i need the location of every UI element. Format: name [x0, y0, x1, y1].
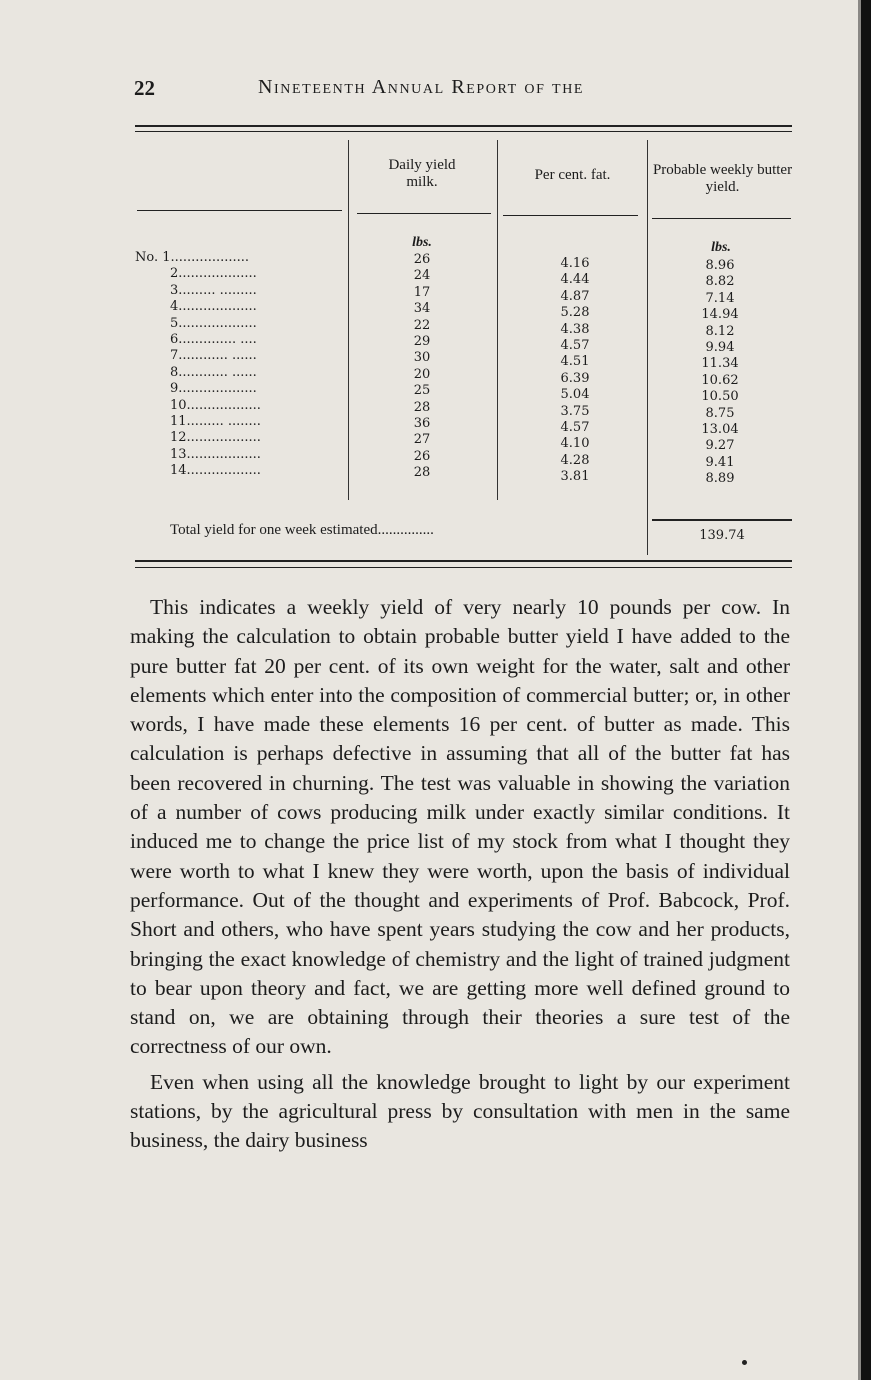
row-label: 4................... — [170, 299, 257, 315]
row-label: 14.................. — [170, 463, 261, 479]
cell-daily-yield: 29 — [413, 334, 431, 349]
running-head: Nineteenth Annual Report of the — [258, 76, 585, 98]
col1-head-rule — [357, 213, 491, 214]
paragraph: Even when using all the knowledge brought to light by our experiment stations, by the agricultural press by consultation with men in the same business, the dairy business — [130, 1069, 790, 1153]
cell-daily-yield: 34 — [413, 301, 431, 317]
row-label: 6.............. .... — [170, 332, 257, 347]
cell-fat: 5.04 — [560, 387, 590, 403]
cell-fat: 5.28 — [560, 305, 590, 321]
cell-fat: 6.39 — [560, 370, 590, 386]
cell-weekly-butter: 8.12 — [705, 323, 735, 339]
page-number: 22 — [134, 76, 155, 100]
total-rule — [652, 519, 792, 521]
col-header-weekly-butter: Probable weekly butter yield. — [652, 162, 793, 195]
cell-daily-yield: 25 — [413, 383, 431, 399]
cell-daily-yield: 22 — [413, 317, 431, 333]
col2-head-rule — [503, 215, 638, 216]
total-label: Total yield for one week estimated............... — [170, 522, 434, 538]
ink-speck — [742, 1360, 747, 1365]
unit-weekly-butter: lbs. — [711, 240, 731, 255]
cell-fat: 4.10 — [560, 436, 590, 452]
unit-daily-yield: lbs. — [412, 235, 432, 250]
cell-weekly-butter: 11.34 — [701, 356, 739, 372]
cell-weekly-butter: 8.96 — [705, 258, 735, 273]
cell-fat: 4.51 — [560, 354, 590, 370]
cell-weekly-butter: 8.89 — [705, 471, 735, 487]
cell-weekly-butter: 13.04 — [701, 422, 739, 437]
yield-table — [0, 0, 871, 600]
cell-weekly-butter: 10.50 — [701, 389, 739, 405]
cell-weekly-butter: 10.62 — [701, 372, 739, 388]
cell-weekly-butter: 9.27 — [705, 438, 735, 454]
row-label: 3......... ......... — [170, 282, 257, 298]
cell-daily-yield: 20 — [413, 366, 431, 382]
col-header-daily-yield: Daily yield milk. — [388, 157, 456, 190]
cell-fat: 4.38 — [560, 321, 590, 337]
cell-fat: 4.87 — [560, 288, 590, 304]
cell-daily-yield: 26 — [413, 252, 431, 267]
cell-daily-yield: 30 — [413, 350, 431, 366]
cell-fat: 4.28 — [560, 452, 590, 468]
row-label: 9................... — [170, 381, 257, 397]
col-divider-1 — [348, 140, 349, 500]
row-label: 12.................. — [170, 430, 261, 446]
cell-daily-yield: 28 — [413, 399, 431, 415]
total-value: 139.74 — [699, 528, 745, 543]
row-label: 7............ ...... — [170, 348, 257, 364]
cell-fat: 4.44 — [560, 272, 590, 288]
cell-fat: 4.57 — [560, 338, 590, 353]
body-text — [130, 593, 790, 1156]
cell-weekly-butter: 7.14 — [705, 290, 735, 306]
cell-weekly-butter: 8.82 — [705, 274, 735, 290]
cell-fat: 4.57 — [560, 420, 590, 435]
cell-daily-yield: 27 — [413, 432, 431, 448]
row-label: 2................... — [170, 266, 257, 282]
col-header-fat: Per cent. fat. — [534, 167, 611, 183]
col-divider-2 — [497, 140, 498, 500]
cell-weekly-butter: 9.94 — [705, 340, 735, 355]
cell-daily-yield: 17 — [413, 284, 431, 300]
cell-weekly-butter: 14.94 — [701, 307, 739, 323]
row-label: 8............ ...... — [170, 364, 257, 380]
row-label: 5................... — [170, 315, 257, 331]
cell-daily-yield: 26 — [413, 448, 431, 464]
stub-head-rule — [137, 210, 342, 211]
table-top-rule — [135, 125, 792, 127]
cell-fat: 3.75 — [560, 403, 590, 419]
col3-head-rule — [652, 218, 791, 219]
col-divider-3 — [647, 140, 648, 555]
cell-daily-yield: 28 — [413, 465, 431, 481]
table-bottom-rule — [135, 560, 792, 562]
cell-fat: 3.81 — [560, 469, 590, 485]
cell-daily-yield: 36 — [413, 416, 431, 431]
cell-weekly-butter: 8.75 — [705, 405, 735, 421]
table-bottom-rule-2 — [135, 567, 792, 568]
paragraph: This indicates a weekly yield of very nearly 10 pounds per cow. In making the calculation to obtain probable butter yield I have added to the pure butter fat 20 per cent. of its own weight for the water, salt and other elements which enter into the composition of commercial butter; or, in other words, I have made these elements 16 per cent. of butter as made. This calculation is perhaps defective in assuming that all of the butter fat has been recovered in churning. The test was valuable in showing the variation of a number of cows producing milk under exactly similar conditions. It induced me to change the price list of my stock from what I thought they were worth to what I knew they were worth, upon the basis of individual performance. Out of the thought and experiments of Prof. Babcock, Prof. Short and others, who have spent years studying the cow and her products, bringing the exact knowledge of chemistry and the light of trained judgment to bear upon theory and fact, we are getting more well defined ground to stand on, we are obtaining through their theories a sure test of the correctness of our own. — [130, 595, 790, 1059]
row-label: 13.................. — [170, 446, 261, 462]
row-label: 11......... ........ — [170, 414, 261, 429]
cell-daily-yield: 24 — [413, 268, 431, 284]
table-top-rule-2 — [135, 131, 792, 132]
cell-fat: 4.16 — [560, 256, 590, 271]
row-label: No. 1................... — [135, 250, 250, 265]
row-label: 10.................. — [170, 397, 261, 413]
cell-weekly-butter: 9.41 — [705, 454, 735, 470]
